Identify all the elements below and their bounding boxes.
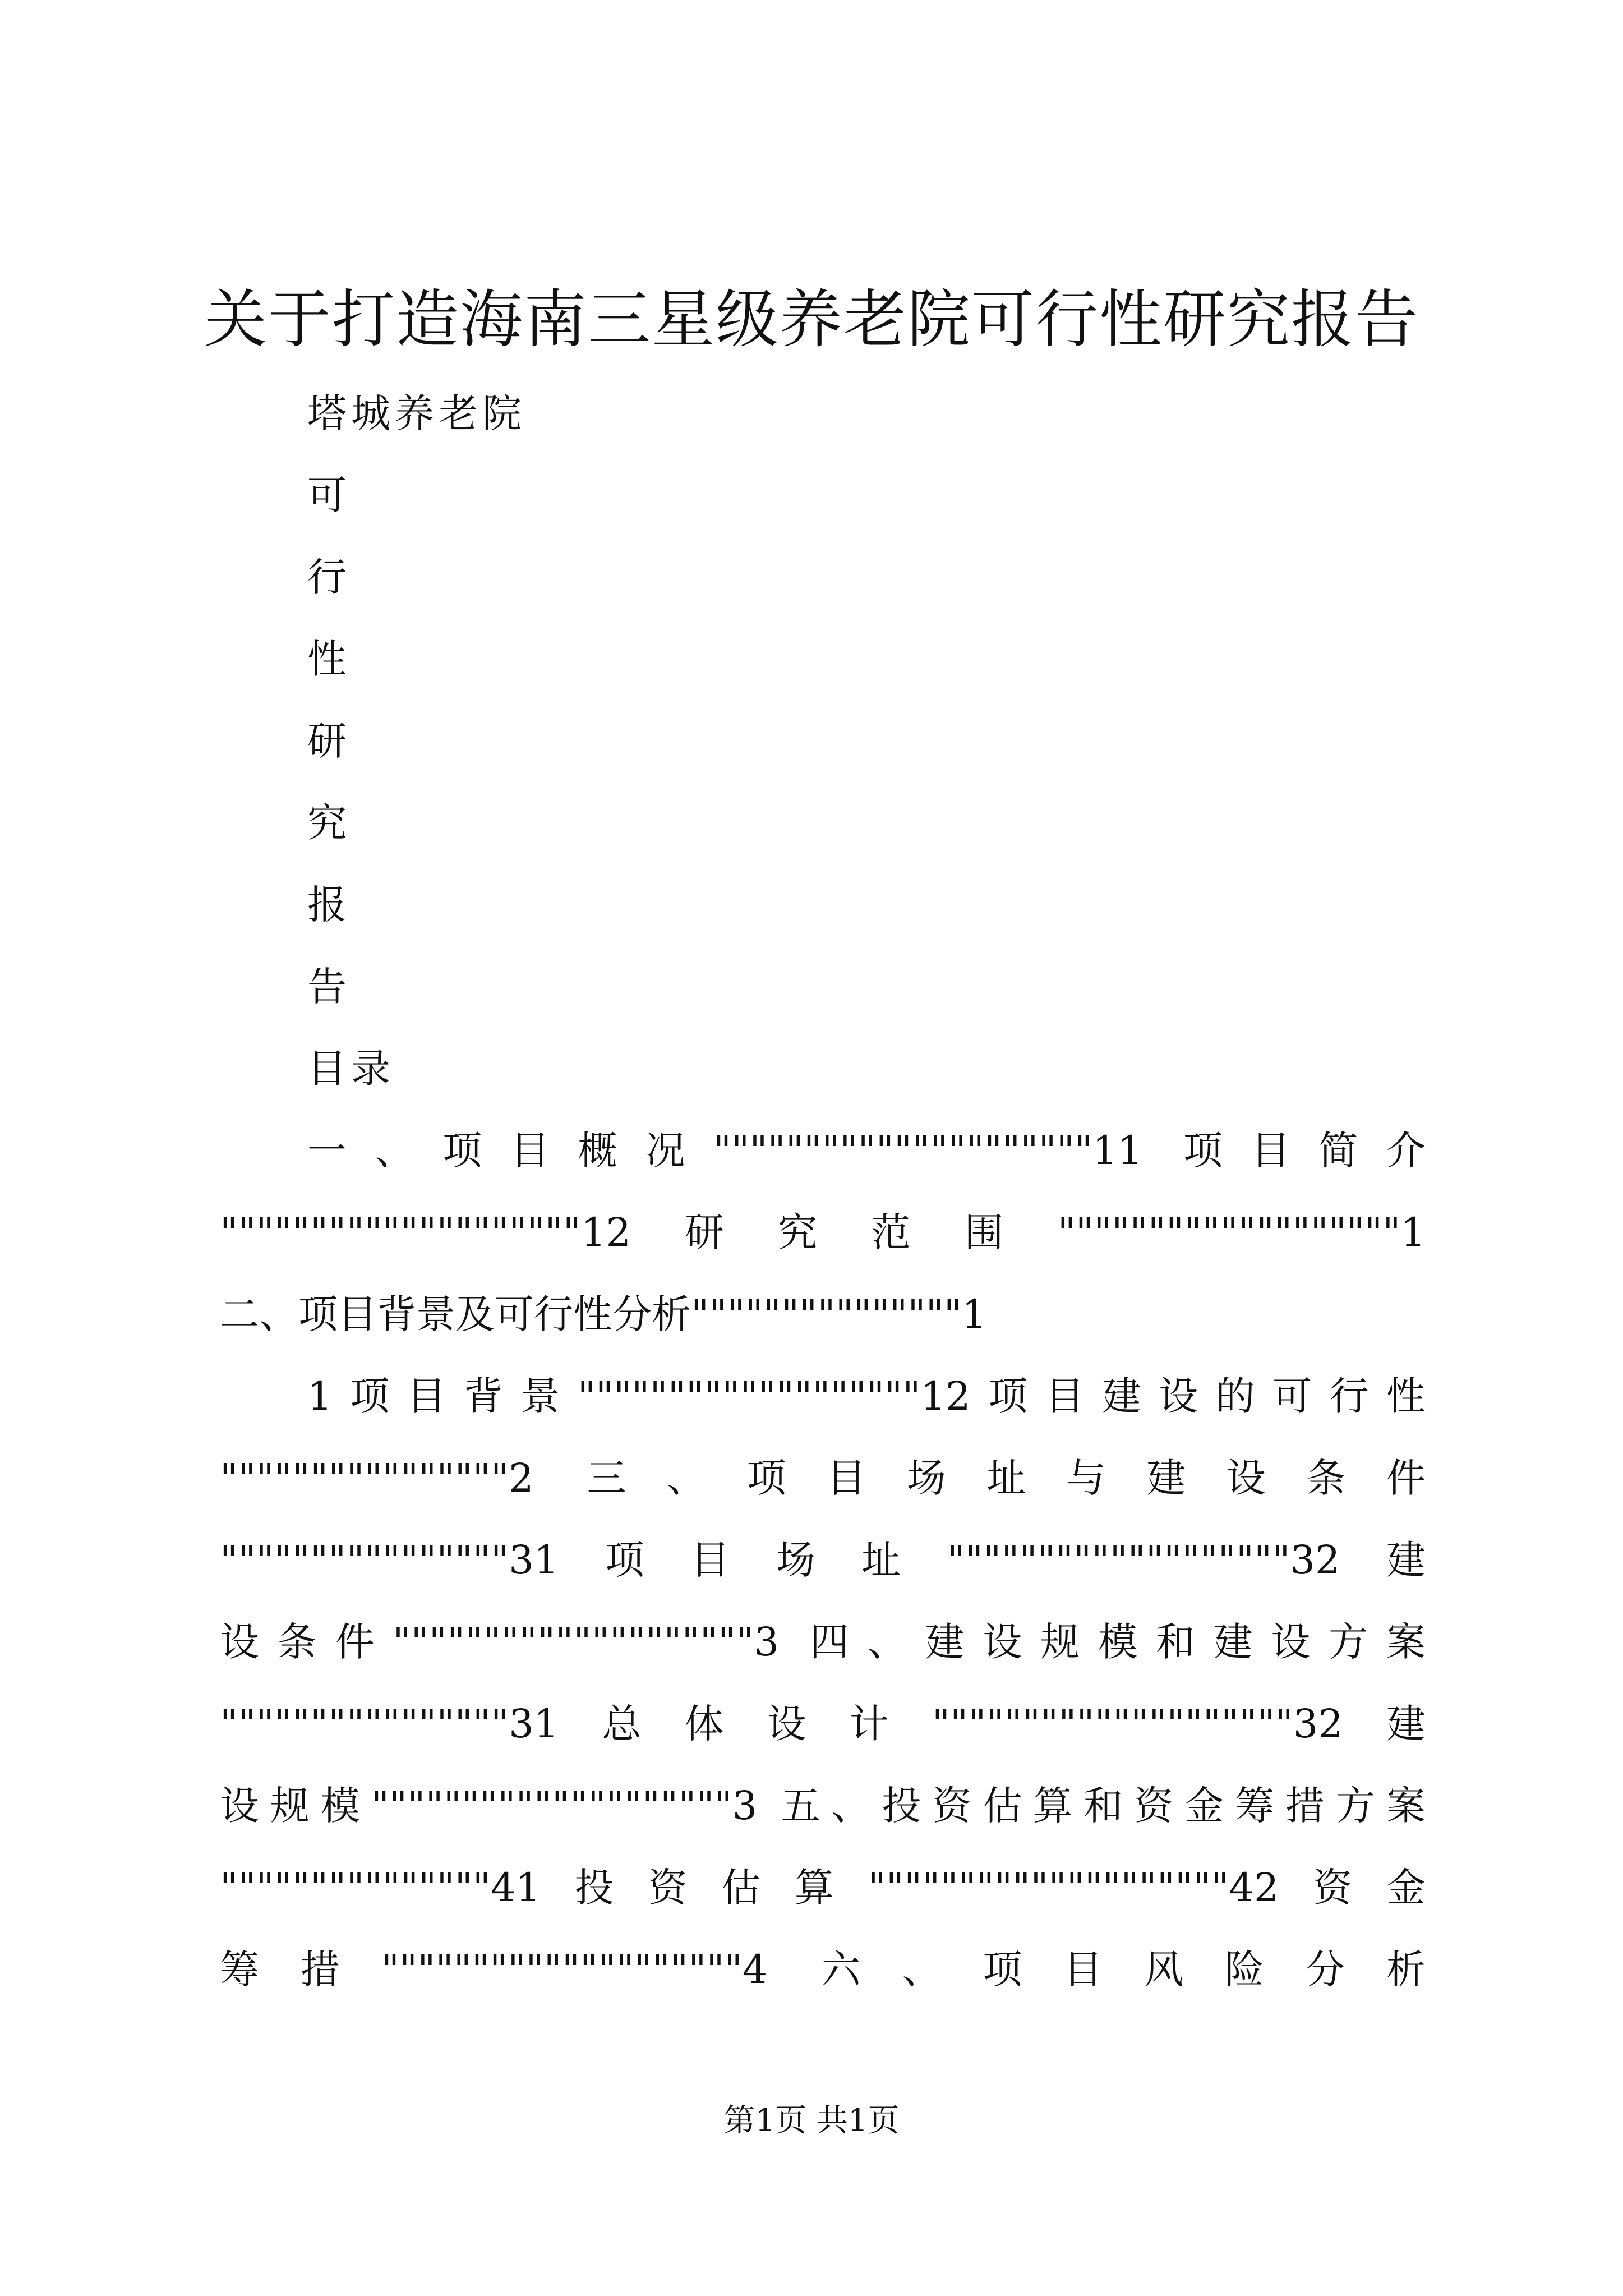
- toc-heading: 目录: [307, 1046, 395, 1092]
- cover-line-xing-2: 性: [307, 636, 351, 682]
- toc-line-1: 一、项目概况"""""""""""""""""""""11 项目简介: [307, 1128, 1426, 1174]
- cover-line-institution: 塔城养老院: [307, 390, 526, 436]
- cover-line-yan: 研: [307, 718, 351, 764]
- cover-line-ke: 可: [307, 472, 351, 518]
- toc-line-6: """"""""""""""""31项目场址"""""""""""""""""""32建: [220, 1537, 1426, 1583]
- cover-line-bao: 报: [307, 882, 351, 928]
- toc-line-9: 设规模""""""""""""""""""""3 五、投资估算和资金筹措方案: [220, 1783, 1426, 1829]
- toc-line-4: 1项目背景"""""""""""""""""""12项目建设的可行性: [307, 1373, 1426, 1419]
- cover-line-gao: 告: [307, 964, 351, 1010]
- page-footer: 第1页 共1页: [723, 2102, 900, 2139]
- toc-line-2: """"""""""""""""""""12研究范围"""""""""""""""""""1: [220, 1209, 1426, 1255]
- toc-line-10: """""""""""""""41投资估算""""""""""""""""""""42资金: [220, 1865, 1426, 1911]
- cover-line-xing: 行: [307, 554, 351, 600]
- toc-line-11: 筹措""""""""""""""""""""4 六、项目风险分析: [220, 1947, 1426, 1993]
- cover-line-jiu: 究: [307, 800, 351, 846]
- toc-line-3: 二、项目背景及可行性分析"""""""""""""""1: [220, 1291, 987, 1337]
- toc-line-5: """"""""""""""""2 三、项目场址与建设条件: [220, 1455, 1426, 1501]
- toc-line-8: """"""""""""""""31总体设计""""""""""""""""""""32建: [220, 1701, 1426, 1747]
- toc-line-7: 设条件""""""""""""""""""""3 四、建设规模和建设方案: [220, 1619, 1426, 1665]
- document-title: 关于打造海南三星级养老院可行性研究报告: [204, 283, 1419, 356]
